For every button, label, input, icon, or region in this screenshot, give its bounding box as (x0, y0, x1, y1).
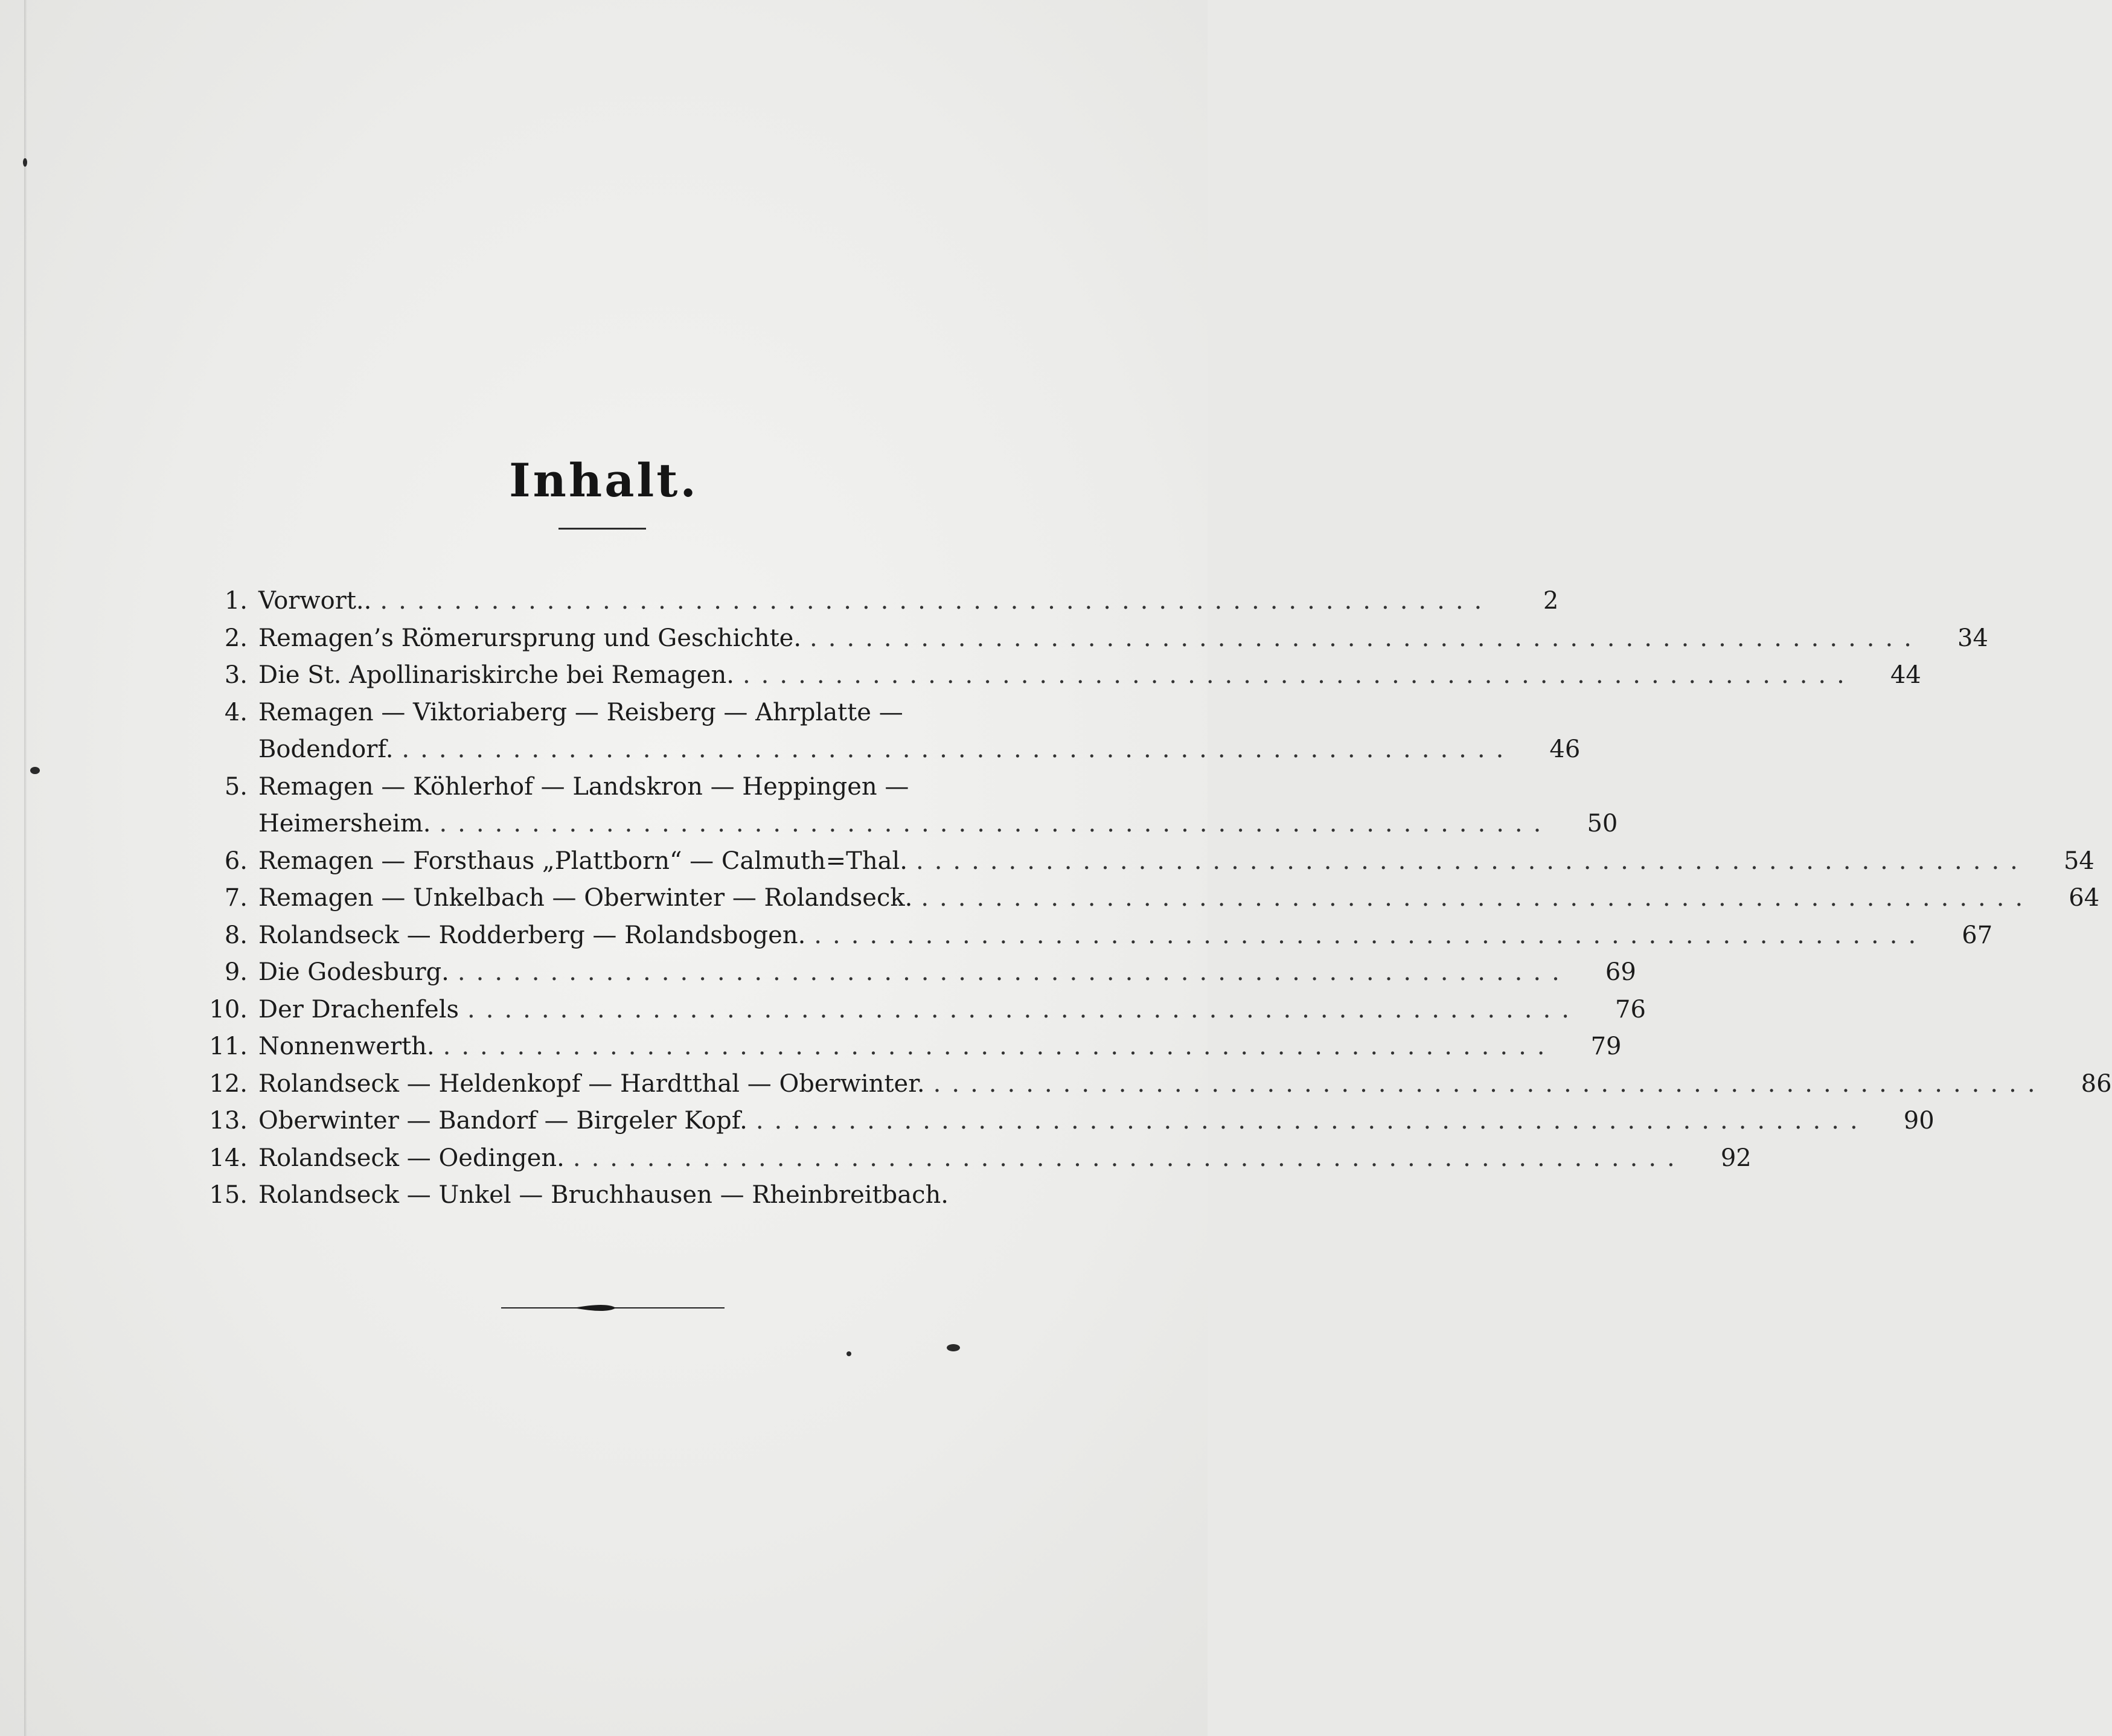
toc-entry (205, 1177, 1008, 1214)
toc-entry-title: Nonnenwerth. (258, 1033, 435, 1060)
toc-entry (205, 991, 1646, 1029)
toc-entry-title: Rolandseck — Unkel — Bruchhausen — Rheinbreitbach. (258, 1181, 949, 1209)
toc-entry-line (205, 880, 2100, 917)
toc-entry-number: 10. (209, 995, 248, 1023)
toc-entry-line (205, 731, 1581, 769)
toc-entry-title: Remagen — Köhlerhof — Landskron — Heppingen — (258, 772, 909, 801)
toc-entry-line (205, 1103, 1934, 1140)
toc-entry-number: 7. (224, 884, 248, 912)
toc-entry-line (205, 1177, 1008, 1214)
toc-entry-line (205, 843, 2094, 880)
ink-speck (846, 1351, 851, 1356)
toc-entry (205, 1066, 2112, 1103)
toc-entry-title: Remagen — Forsthaus „Plattborn“ — Calmuth=Thal. (258, 847, 907, 875)
toc-entry (205, 1103, 1934, 1140)
toc-entry-title: Rolandseck — Rodderberg — Rolandsbogen. (258, 921, 806, 949)
dot-leader: ............................................................ (572, 1144, 1686, 1172)
toc-entry-line (205, 954, 1636, 991)
dot-leader: ............................................................ (915, 847, 2029, 875)
toc-entry-number: 1. (224, 587, 248, 615)
toc-entry-title: Remagen’s Römerursprung und Geschichte. (258, 624, 802, 652)
toc-entry-line (205, 806, 1618, 843)
toc-page-number: 90 (1903, 1107, 1934, 1135)
toc-entry-number: 15. (209, 1181, 248, 1209)
toc-entry (205, 880, 2100, 917)
toc-entry-title: Heimersheim. (258, 810, 431, 838)
toc-entry-title: Der Drachenfels (258, 995, 459, 1023)
toc-entry-line (205, 917, 1993, 955)
toc-entry-number: 9. (224, 958, 248, 986)
toc-entry-number: 3. (224, 661, 248, 689)
toc-entry-title: Die St. Apollinariskirche bei Remagen. (258, 661, 734, 689)
toc-entry-title: Remagen — Viktoriaberg — Reisberg — Ahrplatte — (258, 698, 903, 726)
toc-entry-line (205, 583, 1559, 620)
toc-page-number: 54 (2063, 847, 2094, 875)
double-tapered-rule-icon (501, 1297, 725, 1319)
toc-entry-line (205, 657, 1921, 694)
toc-entry-number: 14. (209, 1144, 248, 1172)
ink-speck (23, 158, 27, 167)
toc-entry-number: 5. (224, 772, 248, 801)
toc-entry-title: Rolandseck — Heldenkopf — Hardtthal — Oberwinter. (258, 1069, 925, 1098)
toc-page-number: 92 (1720, 1144, 1752, 1172)
toc-entry (205, 769, 1618, 843)
dot-leader: ............................................................ (457, 958, 1570, 986)
toc-entry (205, 954, 1636, 991)
dot-leader: ............................................................ (443, 1033, 1556, 1060)
toc-entry (205, 657, 1921, 694)
toc-entry-number: 8. (224, 921, 248, 949)
toc-page-number: 67 (1962, 921, 1993, 949)
toc-entry-number: 12. (209, 1069, 248, 1098)
dot-leader: ............................................................ (439, 810, 1552, 838)
toc-entry-number: 13. (209, 1107, 248, 1135)
toc-page-number: 46 (1549, 735, 1581, 763)
toc-page-number: 50 (1587, 810, 1618, 838)
toc-entry-line (205, 991, 1646, 1029)
toc-entry-line (205, 620, 1988, 658)
ink-speck (30, 767, 40, 774)
toc-entry-title: Rolandseck — Oedingen. (258, 1144, 565, 1172)
page-title: Inhalt. (509, 453, 699, 507)
toc-entry-title: Vorwort.. (258, 587, 372, 615)
page-gutter (24, 0, 27, 1736)
toc-entry-line (205, 769, 1008, 806)
toc-entry-line (205, 1140, 1752, 1177)
dot-leader: ............................................................ (755, 1107, 1869, 1135)
toc-page-number: 44 (1890, 661, 1921, 689)
toc-page-number: 64 (2069, 884, 2100, 912)
toc-entry (205, 620, 1988, 658)
dot-leader: ............................................................ (814, 921, 1927, 949)
table-of-contents (205, 583, 2112, 1214)
toc-page-number: 79 (1590, 1033, 1622, 1060)
toc-entry-title: Oberwinter — Bandorf — Birgeler Kopf. (258, 1107, 747, 1135)
toc-entry-number: 4. (224, 698, 248, 726)
dot-leader: ............................................................ (921, 884, 2034, 912)
dot-leader: ............................................................ (742, 661, 1855, 689)
toc-entry-title: Bodendorf. (258, 735, 394, 763)
toc-entry-line (205, 1028, 1622, 1066)
toc-entry (205, 1028, 1622, 1066)
dot-leader: ............................................................ (402, 735, 1515, 763)
dot-leader: ............................................................ (933, 1069, 2046, 1098)
dot-leader: ............................................................ (810, 624, 1922, 652)
title-underline (558, 528, 646, 530)
dot-leader: ............................................................ (467, 995, 1580, 1023)
toc-entry (205, 917, 1993, 955)
toc-page-number: 86 (2081, 1069, 2112, 1098)
dot-leader: ............................................................ (380, 587, 1493, 615)
toc-page-number: 34 (1957, 624, 1988, 652)
toc-entry-number: 6. (224, 847, 248, 875)
ink-speck (947, 1344, 960, 1351)
toc-entry-number: 11. (209, 1033, 248, 1060)
toc-entry-title: Die Godesburg. (258, 958, 449, 986)
toc-entry-number: 2. (224, 624, 248, 652)
toc-page-number: 69 (1605, 958, 1636, 986)
toc-entry (205, 843, 2094, 880)
toc-entry-line (205, 694, 1008, 732)
toc-entry-title: Remagen — Unkelbach — Oberwinter — Rolandseck. (258, 884, 913, 912)
toc-entry (205, 1140, 1752, 1177)
toc-entry (205, 694, 1581, 769)
toc-page-number: 2 (1543, 587, 1559, 615)
toc-entry-line (205, 1066, 2112, 1103)
toc-entry (205, 583, 1559, 620)
toc-page-number: 76 (1615, 995, 1646, 1023)
